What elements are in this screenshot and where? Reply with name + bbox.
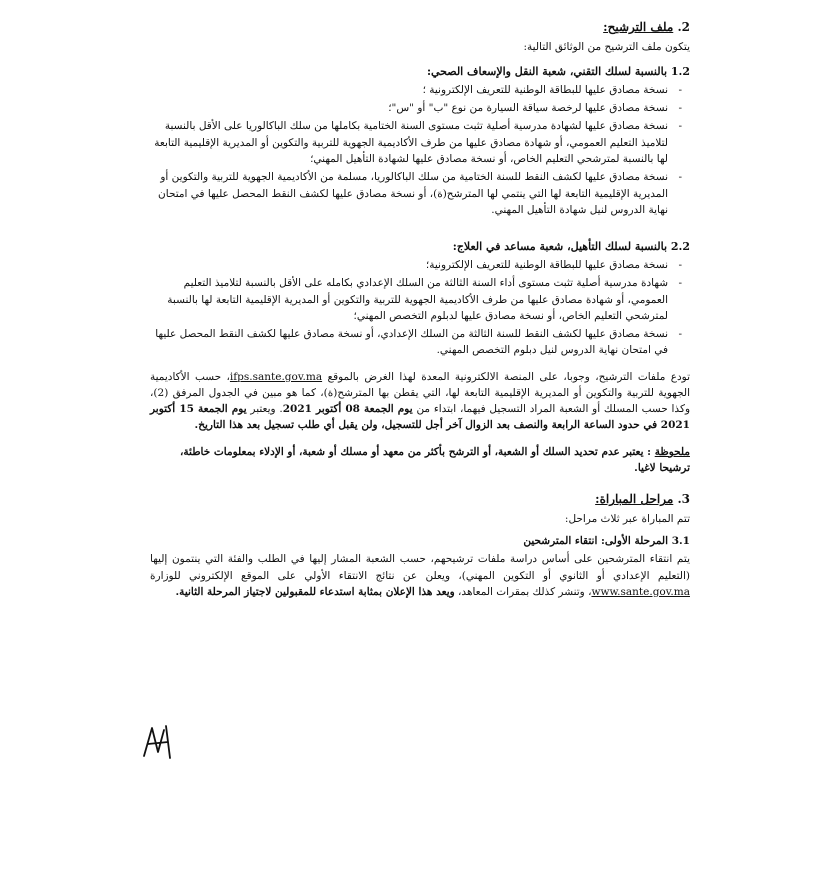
qualification-docs-list [150, 257, 690, 359]
list-item: - نسخة مصادق عليها للبطاقة الوطنية للتعريف الإلكترونية ؛ [422, 83, 682, 96]
section-3-number: 3. [677, 492, 690, 507]
note-label: ملحوظة [654, 445, 690, 458]
note-text: : يعتبر عدم تحديد السلك أو الشعبة، أو الترشح بأكثر من معهد أو مسلك أو شعبة، أو الإدلاء بمعلومات خاطئة، ترشيحا لاغيا. [180, 445, 690, 474]
stage-3-1-title: المرحلة الأولى: انتقاء المترشحين [523, 535, 669, 548]
stage-3-1-paragraph: يتم انتقاء المترشحين على أساس دراسة ملفات ترشيحهم، حسب الشعبة المشار إليها في الطلب والفئة التي ينتمون إليها (التعليم الإعدادي أو الثانوي أو التكوين المهني)، ويعلن عن نتائج الانتقاء الأولي على الموقع الإلكتروني للوزارة www.sante.gov.ma، وتنشر كذلك بمقرات المعاهد، ويعد هذا الإعلان بمثابة استدعاء للمقبولين لاجتياز المرحلة الثانية. [150, 553, 690, 598]
list-item: - شهادة مدرسية أصلية تثبت مستوى أداء السنة الثالثة من السلك الإعدادي بكامله على الأقل بالنسبة لتلاميذ التعليم العمومي، أو شهادة مصادق عليها من طرف الأكاديمية الجهوية للتربية والتكوين أو المديرية الإقليمية التابعة لها بالنسبة لمترشحي التعليم الخاص، أو نسخة مصادق عليها لدبلوم التخصص المهني؛ [167, 277, 682, 322]
note-paragraph [150, 444, 690, 477]
subsection-1-2-number: 1.2 [670, 64, 690, 78]
registration-start-date: يوم الجمعة 08 أكتوبر 2021 [282, 403, 413, 416]
list-item: - نسخة مصادق عليها لكشف النقط للسنة الختامية من سلك الباكالوريا، مسلمة من الأكاديمية الجهوية للتربية والتكوين أو المديرية الإقليمية التابعة لها التي ينتمي لها المترشح(ة)، أو نسخة مصادق عليها لكشف النقط المحصل عليها في امتحان نهاية الدروس لنيل شهادة التأهيل المهني. [158, 171, 682, 216]
list-item: - نسخة مصادق عليها للبطاقة الوطنية للتعريف الإلكترونية؛ [425, 259, 682, 272]
subsection-1-2-title: بالنسبة لسلك التقني، شعبة النقل والإسعاف الصحي: [426, 64, 668, 78]
section-3-title: مراحل المباراة: [595, 492, 674, 507]
section-3-intro: تتم المباراة عبر ثلاث مراحل: [564, 512, 690, 525]
registration-deadline: يوم الجمعة 15 أكتوبر 2021 في حدود الساعة الرابعة والنصف بعد الزوال آخر أجل للتسجيل، ولن يقبل أي طلب تسجيل بعد هذا التاريخ. [150, 403, 690, 432]
subsection-2-2-heading [150, 238, 690, 255]
subsection-2-2-number: 2.2 [670, 240, 690, 254]
section-2-number: 2. [677, 20, 690, 34]
sante-site-link[interactable]: www.sante.gov.ma [591, 585, 690, 598]
section-2-heading [150, 18, 690, 37]
technical-docs-list [150, 82, 690, 218]
list-item: - نسخة مصادق عليها لكشف النقط للسنة الثالثة من السلك الإعدادي، أو نسخة مصادق عليها لكشف النقط المحصل عليها في امتحان نهاية الدروس لنيل دبلوم التخصص المهني. [155, 328, 682, 357]
subsection-2-2-title: بالنسبة لسلك التأهيل، شعبة مساعد في العلاج: [452, 240, 668, 254]
list-item: - نسخة مصادق عليها لرخصة سياقة السيارة من نوع "ب" أو "س"؛ [388, 102, 682, 115]
stage-3-1-number: 3.1 [671, 535, 690, 548]
deposit-paragraph: تودع ملفات الترشيح، وجوبا، على المنصة الالكترونية المعدة لهذا الغرض بالموقع ifps.sante.gov.ma، حسب الأكاديمية الجهوية للتربية والتكوين أو المديرية الإقليمية التابعة لها، التي يقطن بها المترشح(ة)، كما هو مبين في الجدول المرفق (2)، وكذا حسب المسلك أو الشعبة المراد التسجيل فيهما، ابتداء من يوم الجمعة 08 أكتوبر 2021. ويعتبر يوم الجمعة 15 أكتوبر 2021 في حدود الساعة الرابعة والنصف بعد الزوال آخر أجل للتسجيل، ولن يقبل أي طلب تسجيل بعد هذا التاريخ. [150, 370, 691, 432]
handwritten-initials-icon [138, 722, 176, 762]
section-2-title: ملف الترشيح: [603, 20, 674, 34]
stage-3-1-announcement: ويعد هذا الإعلان بمثابة استدعاء للمقبولين لاجتياز المرحلة الثانية. [175, 585, 455, 598]
ifps-site-link[interactable]: ifps.sante.gov.ma [229, 370, 323, 383]
list-item: - نسخة مصادق عليها لشهادة مدرسية أصلية تثبت مستوى السنة الختامية بكاملها من سلك الباكالوريا على الأقل بالنسبة لتلاميذ التعليم العمومي، أو شهادة مصادق عليها من طرف الأكاديمية الجهوية للتربية والتكوين أو المديرية الإقليمية التابعة لها بالنسبة لمترشحي التعليم الخاص، أو نسخة مصادق عليها لشهادة التأهيل المهني؛ [154, 120, 682, 165]
section-2-intro: يتكون ملف الترشيح من الوثائق التالية: [523, 40, 690, 53]
section-3-heading [150, 490, 690, 509]
document-page [150, 18, 690, 604]
stage-3-1-heading [150, 533, 690, 549]
subsection-1-2-heading [150, 63, 690, 80]
